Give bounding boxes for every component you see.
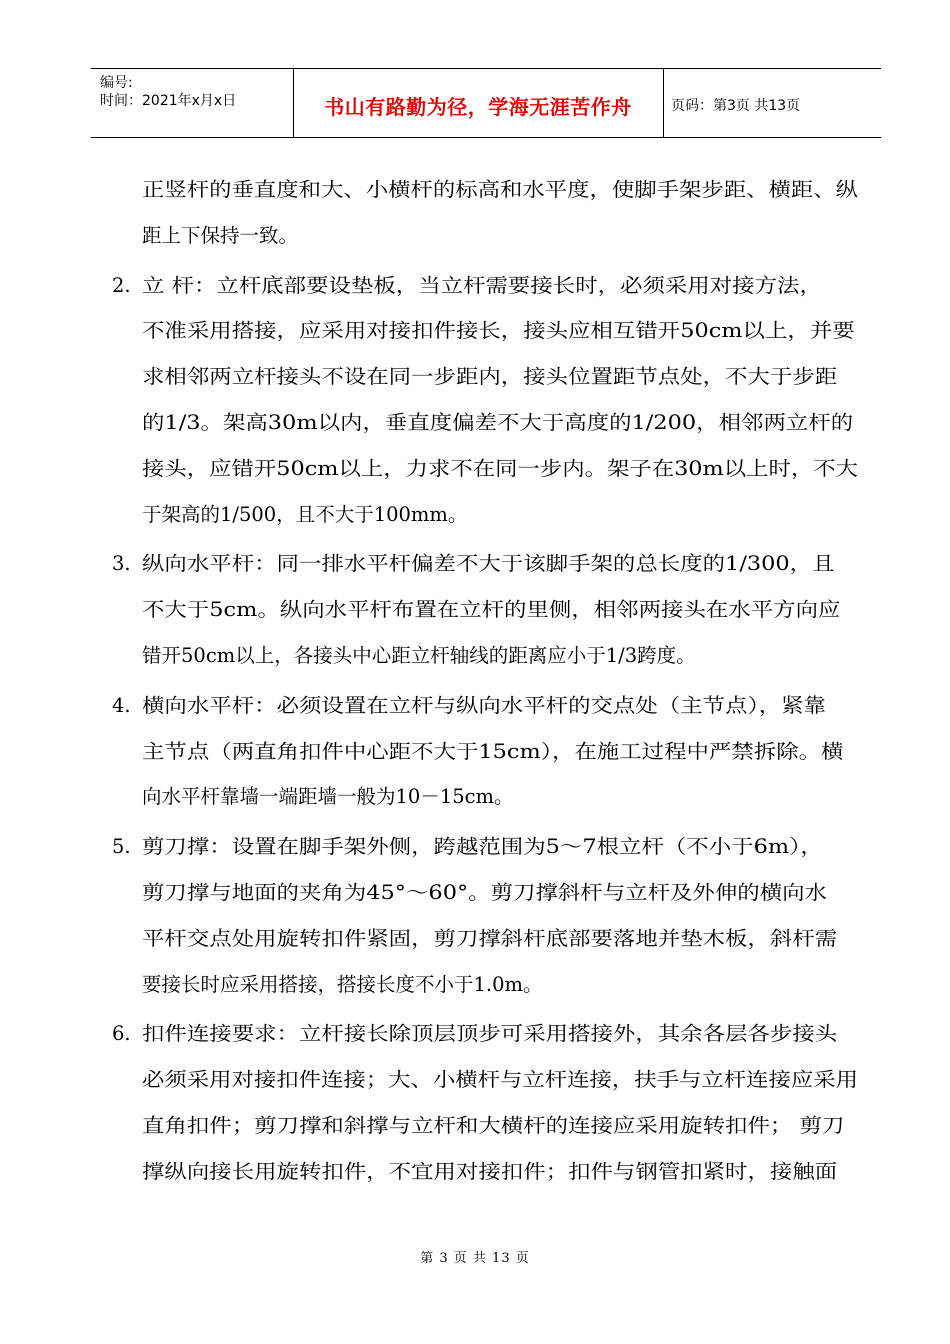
body-text-line: 主节点（两直角扣件中心距不大于15cm），在施工过程中严禁拆除。横 [142,739,844,763]
body-text-line: 不准采用搭接，应采用对接扣件接长，接头应相互错开50cm以上，并要 [142,319,855,343]
body-text-line: 扣件连接要求：立杆接长除顶层顶步可采用搭接外，其余各层各步接头 [142,1022,838,1046]
page-footer: 第 3 页 共 13 页 [420,1251,530,1266]
header-page-cell [663,69,881,137]
list-item-number: 5. [112,835,131,859]
list-item-number: 2. [112,273,131,297]
motto-text: 书山有路勤为径，学海无涯苦作舟 [324,95,632,119]
body-text-line: 于架高的1/500，且不大于100mm。 [142,502,468,526]
header-motto-cell [293,69,664,137]
body-text-line: 纵向水平杆：同一排水平杆偏差不大于该脚手架的总长度的1/300，且 [142,552,835,576]
body-text-line: 求相邻两立杆接头不设在同一步距内，接头位置距节点处，不大于步距 [142,365,838,389]
body-text-line: 剪刀撑与地面的夹角为45°～60°。剪刀撑斜杆与立杆及外伸的横向水 [142,881,827,904]
body-text-line: 横向水平杆：必须设置在立杆与纵向水平杆的交点处（主节点），紧靠 [142,693,826,717]
body-text-line: 错开50cm以上，各接头中心距立杆轴线的距离应小于1/3跨度。 [142,644,696,667]
body-text-line: 正竖杆的垂直度和大、小横杆的标高和水平度，使脚手架步距、横距、纵 [142,178,858,201]
body-text-line: 平杆交点处用旋转扣件紧固，剪刀撑斜杆底部要落地并垫木板，斜杆需 [142,926,838,950]
body-text-line: 剪刀撑：设置在脚手架外侧，跨越范围为5～7根立杆（不小于6m）， [142,835,823,859]
body-text-line: 接头，应错开50cm以上，力求不在同一步内。架子在30m以上时，不大 [142,456,858,480]
body-text-line: 向水平杆靠墙一端距墙一般为10－15cm。 [142,785,514,809]
document-header [91,68,881,138]
body-text-line: 撑纵向接长用旋转扣件，不宜用对接扣件；扣件与钢管扣紧时，接触面 [142,1159,838,1183]
page-info: 页码：第3页 共13页 [671,98,801,114]
body-text-line: 直角扣件；剪刀撑和斜撑与立杆和大横杆的连接应采用旋转扣件； 剪刀 [142,1114,845,1137]
body-text-line: 立 杆：立杆底部要设垫板，当立杆需要接长时，必须采用对接方法， [142,273,822,297]
body-text-line: 距上下保持一致。 [142,223,299,247]
number-label: 编号: [100,75,133,91]
list-item-number: 3. [112,552,131,576]
header-meta-cell [91,69,294,137]
body-text-line: 不大于5cm。纵向水平杆布置在立杆的里侧，相邻两接头在水平方向应 [142,598,841,622]
list-item-number: 4. [112,693,131,717]
list-item-number: 6. [112,1022,131,1046]
body-text-line: 要接长时应采用搭接，搭接长度不小于1.0m。 [142,972,543,996]
body-text-line: 的1/3。架高30m以内，垂直度偏差不大于高度的1/200，相邻两立杆的 [142,411,854,434]
body-text-line: 必须采用对接扣件连接；大、小横杆与立杆连接，扶手与立杆连接应采用 [142,1068,858,1092]
time-label: 时间：2021年x月x日 [100,93,237,109]
